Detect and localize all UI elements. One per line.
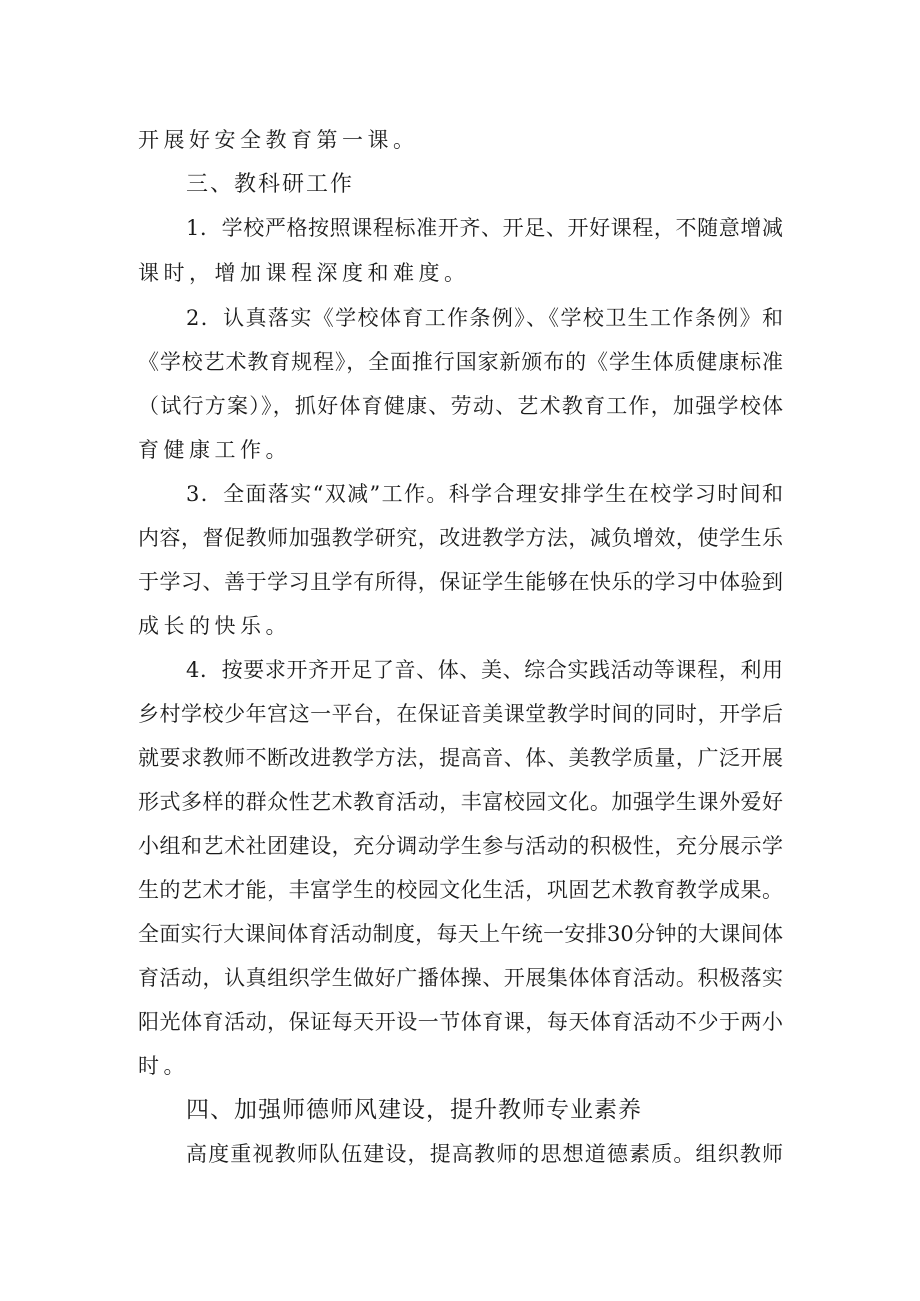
item-4-line-5: 小组和艺术社团建设，充分调动学生参与活动的积极性，充分展示学	[138, 834, 783, 858]
section-4-heading: 四、加强师德师风建设，提升教师专业素养	[186, 1097, 642, 1123]
item-3-line-2: 内容，督促教师加强教学研究，改进教学方法，减负增效，使学生乐	[138, 526, 783, 550]
item-4-line-2: 乡村学校少年宫这一平台，在保证音美课堂教学时间的同时，开学后	[138, 702, 783, 726]
section-3-heading: 三、教科研工作	[186, 172, 355, 197]
item-3-line-4: 成长的快乐。	[138, 614, 291, 638]
item-4-line-3: 就要求教师不断改进教学方法，提高音、体、美教学质量，广泛开展	[138, 746, 783, 770]
item-4-line-1: 4．按要求开齐开足了音、体、美、综合实践活动等课程，利用	[186, 658, 783, 682]
continuation-text: 开展好安全教育第一课。	[138, 128, 419, 152]
item-4-line-8: 育活动，认真组织学生做好广播体操、开展集体体育活动。积极落实	[138, 966, 783, 990]
item-2-line-3: （试行方案）》，抓好体育健康、劳动、艺术教育工作，加强学校体	[138, 394, 783, 418]
item-4-line-6: 生的艺术才能，丰富学生的校园文化生活，巩固艺术教育教学成果。	[138, 878, 783, 902]
item-1-line-2: 课时，增加课程深度和难度。	[138, 261, 470, 285]
item-4-line-9: 阳光体育活动，保证每天开设一节体育课，每天体育活动不少于两小	[138, 1010, 783, 1034]
item-4-line-7: 全面实行大课间体育活动制度，每天上午统一安排30分钟的大课间体	[138, 922, 783, 946]
item-4-line-10: 时。	[138, 1054, 189, 1078]
item-4-line-4: 形式多样的群众性艺术教育活动，丰富校园文化。加强学生课外爱好	[138, 790, 783, 814]
item-3-line-3: 于学习、善于学习且学有所得，保证学生能够在快乐的学习中体验到	[138, 570, 783, 594]
item-2-line-4: 育健康工作。	[138, 438, 291, 462]
item-3-line-1: 3．全面落实“双减”工作。科学合理安排学生在校学习时间和	[186, 482, 783, 506]
item-1-line-1: 1．学校严格按照课程标准开齐、开足、开好课程，不随意增减	[186, 216, 783, 240]
item-2-line-2: 《学校艺术教育规程》，全面推行国家新颁布的《学生体质健康标准	[138, 350, 783, 374]
section-4-line-1: 高度重视教师队伍建设，提高教师的思想道德素质。组织教师	[186, 1142, 783, 1166]
item-2-line-1: 2．认真落实《学校体育工作条例》、《学校卫生工作条例》和	[186, 306, 783, 330]
